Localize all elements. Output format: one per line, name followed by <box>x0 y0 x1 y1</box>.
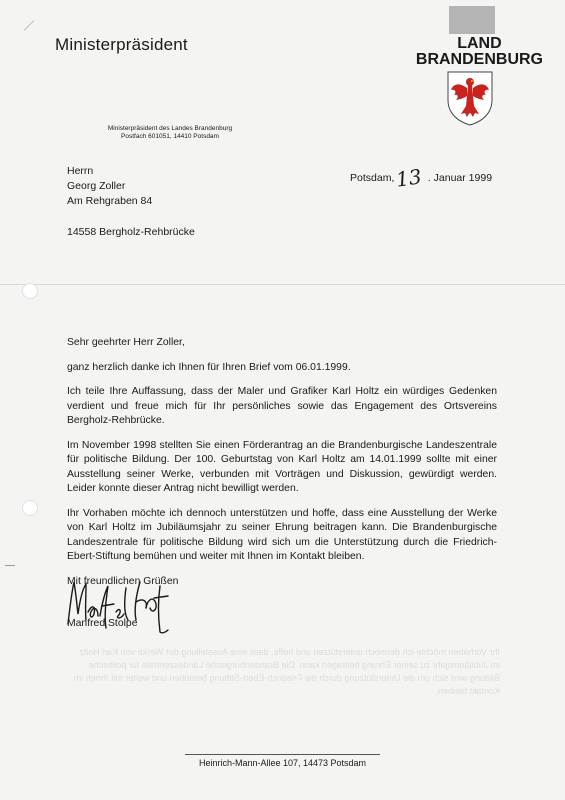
fold-mark <box>5 565 15 566</box>
paragraph: Ich teile Ihre Auffassung, dass der Maler und Grafiker Karl Holtz ein würdiges Gedenken verdient und freue mich für Ihr persönliches sowie das Engagement des Ortsvereins Bergholz-Rehbrücke. <box>67 386 497 426</box>
fold-line <box>0 284 565 285</box>
land-brandenburg-logo <box>416 36 543 68</box>
punch-hole <box>22 500 38 516</box>
paragraph: ganz herzlich danke ich Ihnen für Ihren Brief vom 06.01.1999. <box>67 361 351 373</box>
recipient-line: Georg Zoller <box>67 180 126 193</box>
recipient-line: 14558 Bergholz-Rehbrücke <box>67 225 195 238</box>
paragraph: Im November 1998 stellten Sie einen Förderantrag an die Brandenburgische Landeszentrale für politische Bildung. Der 100. Geburtstag von Karl Holtz am 14.01.1999 sollte mit einer Ausstellung seiner Werke, verbunden mit Vorträgen und Diskussion, gewürdigt werden. Leider konnte dieser Antrag nicht bewilligt werden. <box>67 439 497 494</box>
bleed-through-text: Ihr Vorhaben möchte ich dennoch unterstützen und hoffe, dass eine Ausstellung der Werke von Karl Holtz im Jubiläumsjahr zu seiner Ehrung beitragen kann. Die Brandenburgische Landeszentrale für politische Bildung wird sich um die Unterstützung durch die Friedrich-Ebert-Stiftung bemühen und weiter mit Ihnen im Kontakt bleiben. <box>73 647 500 696</box>
sender-line-1: Ministerpräsident des Landes Brandenburg <box>107 125 233 132</box>
paragraph: Ihr Vorhaben möchte ich dennoch unterstützen und hoffe, dass eine Ausstellung der Werke von Karl Holtz im Jubiläumsjahr zu seiner Ehrung beitragen kann. Die Brandenburgische Landeszentrale für politische Bildung wird sich um die Unterstützung durch die Friedrich-Ebert-Stiftung bemühen und weiter mit Ihnen im Kontakt bleiben. <box>67 507 497 562</box>
letter-date <box>350 162 493 192</box>
salutation: Sehr geehrter Herr Zoller, <box>67 337 185 348</box>
letterhead-title: Ministerpräsident <box>55 35 188 54</box>
letter-body <box>67 336 497 599</box>
logo-line-2: BRANDENBURG <box>415 51 543 68</box>
fold-mark <box>24 20 35 31</box>
logo-gray-bar <box>449 6 495 34</box>
footer-address: Heinrich-Mann-Allee 107, 14473 Potsdam <box>198 758 367 768</box>
footer-divider <box>185 754 380 755</box>
date-day-handwritten: 13 <box>394 164 424 192</box>
closing: Mit freundlichen Grüßen <box>67 575 179 587</box>
recipient-line: Am Rehgraben 84 <box>67 195 153 208</box>
red-eagle-icon <box>445 70 495 126</box>
date-month-year: . Januar 1999 <box>427 172 493 184</box>
signatory-name: Manfred Stolpe <box>67 618 138 629</box>
sender-address-line <box>100 125 240 141</box>
recipient-line: Herrn <box>67 165 94 177</box>
date-place: Potsdam, <box>350 172 395 184</box>
logo-line-1: LAND <box>457 35 502 52</box>
sender-line-2: Postfach 601051, 14410 Potsdam <box>121 133 219 140</box>
recipient-address <box>67 164 195 240</box>
punch-hole <box>22 283 38 299</box>
